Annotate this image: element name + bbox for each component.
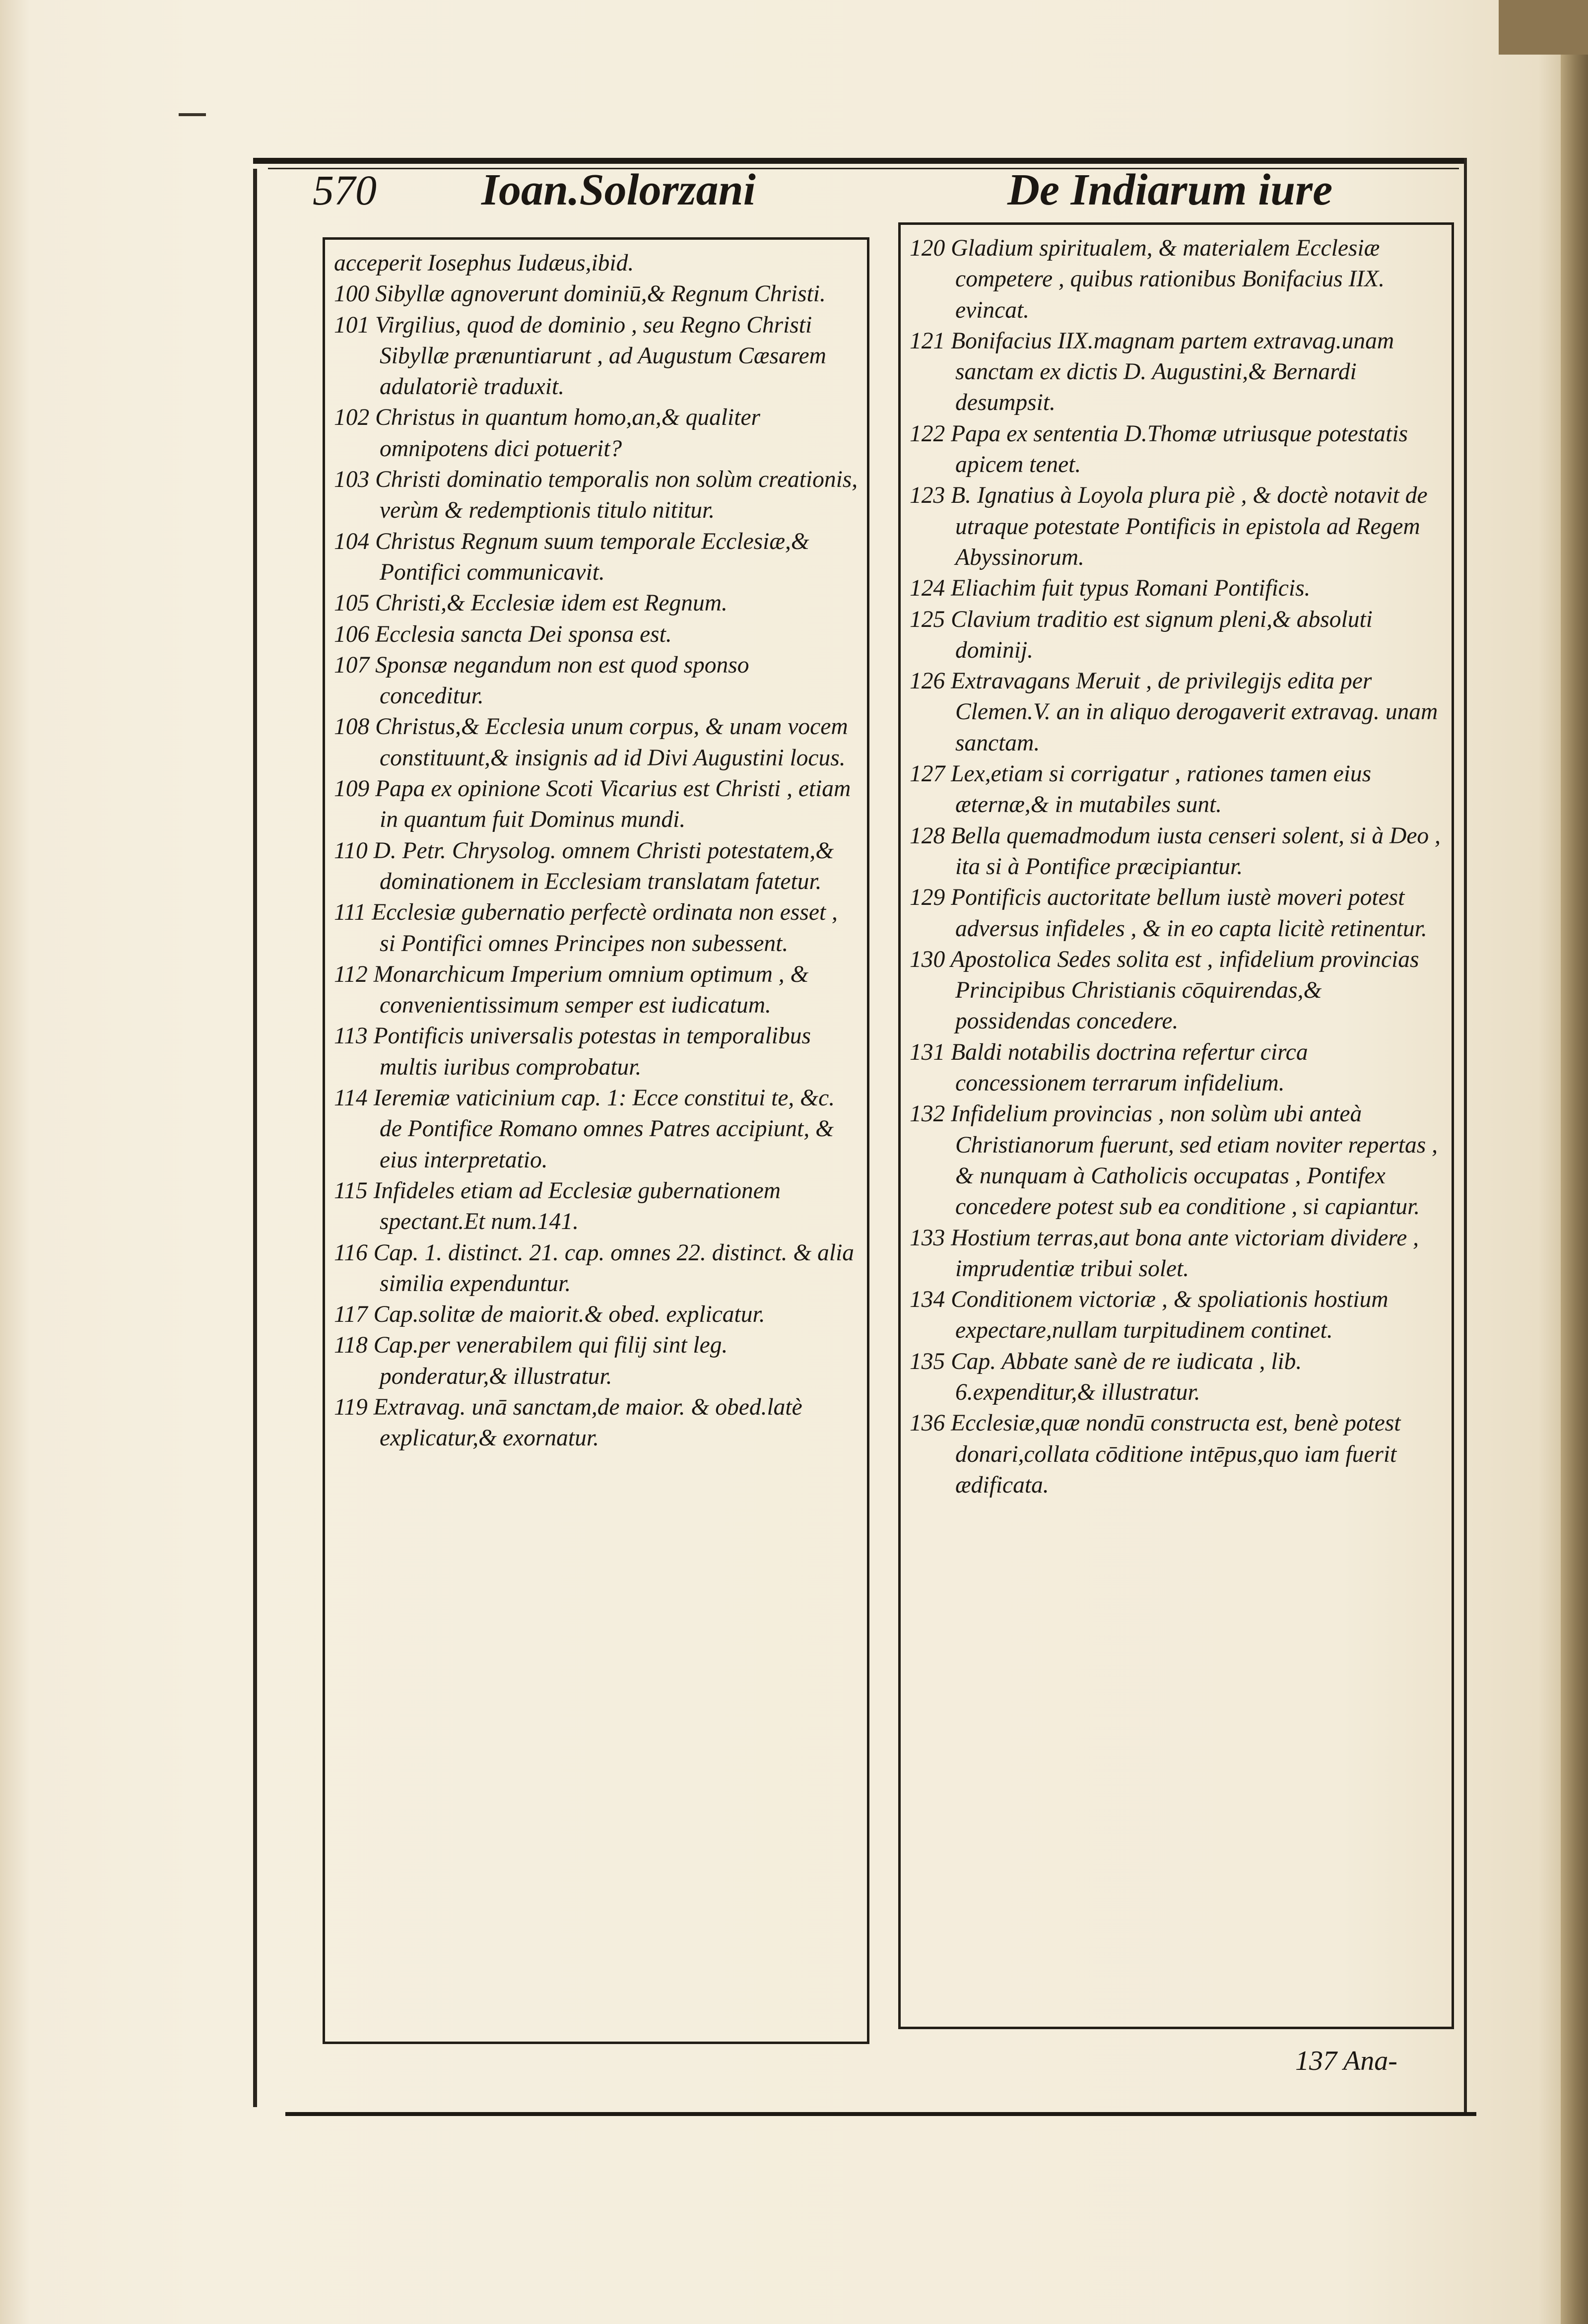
index-entry: 128 Bella quemadmodum iusta censeri solent, si à Deo , ita si à Pontifice præcipiantur. <box>910 822 1441 880</box>
index-entry: 117 Cap.solitæ de maiorit.& obed. explicatur. <box>334 1301 765 1328</box>
index-entry: 107 Sponsæ negandum non est quod sponso conceditur. <box>334 652 749 709</box>
index-entry: 121 Bonifacius IIX.magnam partem extravag.unam sanctam ex dictis D. Augustini,& Bernardi desumpsit. <box>910 328 1394 416</box>
index-entry: 120 Gladium spiritualem, & materialem Ecclesiæ competere , quibus rationibus Bonifacius IIX. evincat. <box>910 235 1385 323</box>
index-column-left <box>323 237 869 2044</box>
catchword: 137 Ana- <box>1295 2046 1397 2076</box>
index-entry: 116 Cap. 1. distinct. 21. cap. omnes 22. distinct. & alia similia expenduntur. <box>334 1239 855 1297</box>
index-entry: 111 Ecclesiæ gubernatio perfectè ordinata non esset , si Pontifici omnes Principes non subessent. <box>334 899 838 957</box>
index-entry: 114 Ieremiæ vaticinium cap. 1: Ecce constitui te, &c. de Pontifice Romano omnes Patres accipiunt, & eius interpretatio. <box>334 1085 835 1173</box>
index-entry: 134 Conditionem victoriæ , & spoliationis hostium expectare,nullam turpitudinem continet. <box>910 1287 1389 1344</box>
page-number: 570 <box>313 166 377 214</box>
index-entry: 108 Christus,& Ecclesia unum corpus, & unam vocem constituunt,& insignis ad id Divi Augustini locus. <box>334 714 848 771</box>
index-entry: 115 Infideles etiam ad Ecclesiæ gubernationem spectant.Et num.141. <box>334 1177 781 1235</box>
index-entry: 101 Virgilius, quod de dominio , seu Regno Christi Sibyllæ prænuntiarunt , ad Augustum Cæsarem adulatoriè traduxit. <box>334 312 826 400</box>
index-entry: 106 Ecclesia sancta Dei sponsa est. <box>334 621 672 647</box>
index-entry: 105 Christi,& Ecclesiæ idem est Regnum. <box>334 590 728 616</box>
index-entry: 112 Monarchicum Imperium omnium optimum , & convenientissimum semper est iudicatum. <box>334 961 809 1019</box>
index-entry: 135 Cap. Abbate sanè de re iudicata , lib. 6.expenditur,& illustratur. <box>910 1348 1302 1405</box>
frame-right-rule <box>1464 158 1467 2116</box>
index-entry: 123 B. Ignatius à Loyola plura piè , & doctè notavit de utraque potestate Pontificis in epistola ad Regem Abyssinorum. <box>910 482 1428 570</box>
index-entry: 118 Cap.per venerabilem qui filij sint leg. ponderatur,& illustratur. <box>334 1332 728 1389</box>
index-entry: acceperit Iosephus Iudæus,ibid. <box>334 250 634 276</box>
index-entry: 113 Pontificis universalis potestas in temporalibus multis iuribus comprobatur. <box>334 1023 811 1080</box>
index-entry: 136 Ecclesiæ,quæ nondū constructa est, benè potest donari,collata cōditione intēpus,quo iam fuerit ædificata. <box>910 1410 1401 1498</box>
index-entry: 129 Pontificis auctoritate bellum iustè moveri potest adversus infideles , & in eo capta licitè retinentur. <box>910 885 1427 942</box>
index-entry: 119 Extravag. unā sanctam,de maior. & obed.latè explicatur,& exornatur. <box>334 1394 802 1451</box>
ink-mark <box>179 113 206 116</box>
index-entry: 124 Eliachim fuit typus Romani Pontificis. <box>910 575 1311 602</box>
index-entry: 126 Extravagans Meruit , de privilegijs edita per Clemen.V. an in aliquo derogaverit extravag. unam sanctam. <box>910 668 1438 756</box>
index-entry: 109 Papa ex opinione Scoti Vicarius est Christi , etiam in quantum fuit Dominus mundi. <box>334 776 851 833</box>
page-edge-shadow <box>1499 0 1588 55</box>
index-entry: 133 Hostium terras,aut bona ante victoriam dividere , imprudentiæ tribui solet. <box>910 1225 1419 1282</box>
index-entry: 131 Baldi notabilis doctrina refertur circa concessionem terrarum infidelium. <box>910 1039 1308 1096</box>
index-entry: 104 Christus Regnum suum temporale Ecclesiæ,& Pontifici communicavit. <box>334 528 809 585</box>
index-entry: 125 Clavium traditio est signum pleni,& absoluti dominij. <box>910 606 1373 663</box>
book-spine <box>1561 0 1588 2324</box>
index-entry: 103 Christi dominatio temporalis non solùm creationis, verùm & redemptionis titulo nititur. <box>334 467 858 524</box>
index-entry: 122 Papa ex sententia D.Thomæ utriusque potestatis apicem tenet. <box>910 420 1408 478</box>
running-title-work: De Indiarum iure <box>1007 165 1333 214</box>
index-entry: 132 Infidelium provincias , non solùm ubi anteà Christianorum fuerunt, sed etiam noviter repertas , & nunquam à Catholicis occupatas , Pontifex concedere potest sub ea conditione , si capiantur. <box>910 1101 1438 1220</box>
index-entry: 110 D. Petr. Chrysolog. omnem Christi potestatem,& dominationem in Ecclesiam translatam fatetur. <box>334 837 834 894</box>
running-title-author: Ioan.Solorzani <box>481 165 756 214</box>
index-entry: 127 Lex,etiam si corrigatur , rationes tamen eius æternæ,& in mutabiles sunt. <box>910 761 1372 818</box>
index-entry: 100 Sibyllæ agnoverunt dominiū,& Regnum Christi. <box>334 281 826 307</box>
index-column-right <box>898 222 1454 2029</box>
footer-rule <box>285 2112 1476 2116</box>
index-entry: 102 Christus in quantum homo,an,& qualiter omnipotens dici potuerit? <box>334 405 761 462</box>
index-entry: 130 Apostolica Sedes solita est , infidelium provincias Principibus Christianis cōquirendas,& possidendas concedere. <box>910 946 1419 1034</box>
frame-left-rule <box>253 169 257 2107</box>
